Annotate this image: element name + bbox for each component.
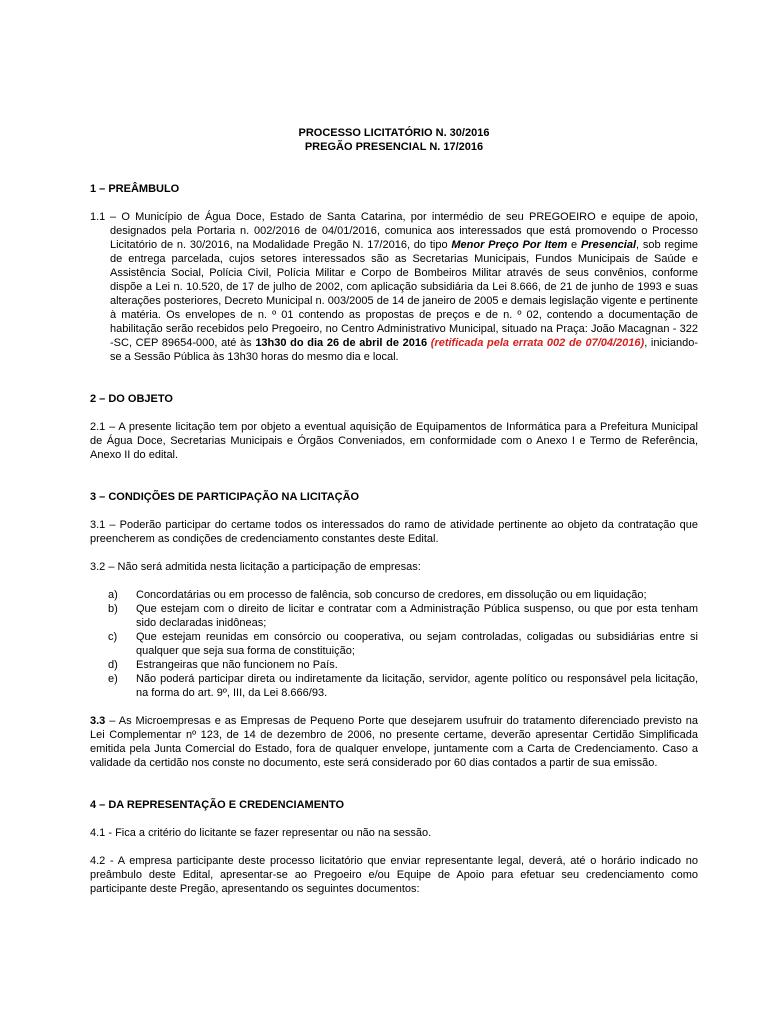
paragraph-2-1: 2.1 – A presente licitação tem por objeto a eventual aquisição de Equipamentos de Informática para a Prefeitura Municipal de Água Doce, Secretarias Municipais e Órgãos Conveniados, em conformidade com o Anexo I e Termo de Referência, Anexo II do edital. [90,421,698,461]
section-3-heading: 3 – CONDIÇÕES DE PARTICIPAÇÃO NA LICITAÇÃO [90,491,360,503]
paragraph-3-1: 3.1 – Poderão participar do certame todos os interessados do ramo de atividade pertinente ao objeto da contratação que preencherem as condições de credenciamento constantes deste Edital. [90,519,698,545]
deadline: 13h30 do dia 26 de abril de 2016 [255,337,428,349]
list-item: d) Estrangeiras que não funcionem no País. [108,659,338,671]
errata-note: (retificada pela errata 002 de 07/04/2016) [430,337,645,349]
paragraph-4-2: 4.2 - A empresa participante deste processo licitatório que enviar representante legal, deverá, até o horário indicado no preâmbulo deste Edital, apresentar-se ao Pregoeiro e/ou Equipe de Apoio para efetuar seu credenciamento como participante deste Pregão, apresentando os seguintes documentos: [90,855,698,895]
list-item: b) Que estejam com o direito de licitar e contratar com a Administração Pública suspenso, ou que por esta tenham sido declaradas inidôneas; [108,603,698,629]
paragraph-3-2: 3.2 – Não será admitida nesta licitação a participação de empresas: [90,561,421,573]
list-item: c) Que estejam reunidas em consórcio ou cooperativa, ou sejam controladas, coligadas ou subsidiárias entre si qualquer que seja sua forma de constituição; [108,631,698,657]
title-line-2: PREGÃO PRESENCIAL N. 17/2016 [304,141,484,153]
section-1-heading: 1 – PREÂMBULO [90,183,180,195]
section-2-heading: 2 – DO OBJETO [90,393,173,405]
section-4-heading: 4 – DA REPRESENTAÇÃO E CREDENCIAMENTO [90,799,345,811]
paragraph-3-3: 3.3 – As Microempresas e as Empresas de Pequeno Porte que desejarem usufruir do tratamento diferenciado previsto na Lei Complementar nº 123, de 14 de dezembro de 2006, no presente certame, deverão apresentar Certidão Simplificada emitida pela Junta Comercial do Estado, fora de qualquer envelope, juntamente com a Carta de Credenciamento. Caso a validade da certidão nos conste no documento, este será considerado por 60 dias contados a partir de sua emissão. [90,715,698,769]
list-item: a) Concordatárias ou em processo de falência, sob concurso de credores, em dissolução ou em liquidação; [108,589,647,601]
paragraph-number: 1.1 [90,211,106,223]
exclusion-list [90,588,698,700]
document-title [90,126,698,154]
title-line-1: PROCESSO LICITATÓRIO N. 30/2016 [298,127,490,139]
paragraph-1-1: 1.1 – O Município de Água Doce, Estado de Santa Catarina, por intermédio de seu PREGOEIRO e equipe de apoio, designados pela Portaria n. 002/2016 de 04/01/2016, comunica aos interessados que está promovendo o Processo Licitatório de n. 30/2016, na Modalidade Pregão N. 17/2016, do tipo Menor Preço Por Item e Presencial, sob regime de entrega parcelada, cujos setores interessados são as Secretarias Municipais, Fundos Municipais de Saúde e Assistência Social, Polícia Civil, Polícia Militar e Corpo de Bombeiros Militar através de seus convênios, conforme dispõe a Lei n. 10.520, de 17 de julho de 2002, com aplicação subsidiária da Lei 8.666, de 21 de junho de 1993 e suas alterações posteriores, Decreto Municipal n. 003/2005 de 14 de janeiro de 2005 e demais legislação vigente e pertinente à matéria. Os envelopes de n. º 01 contendo as propostas de preços e de n. º 02, contendo a documentação de habilitação serão recebidos pelo Pregoeiro, no Centro Administrativo Municipal, situado na Praça: João Macagnan - 322 -SC, CEP 89654-000, até às 13h30 do dia 26 de abril de 2016 (retificada pela errata 002 de 07/04/2016), iniciando-se a Sessão Pública às 13h30 horas do mesmo dia e local. [90,211,699,363]
bid-type: Menor Preço Por Item [451,239,568,251]
paragraph-4-1: 4.1 - Fica a critério do licitante se fazer representar ou não na sessão. [90,827,432,839]
list-item: e) Não poderá participar direta ou indiretamente da licitação, servidor, agente político ou responsável pela licitação, na forma do art. 9º, III, da Lei 8.666/93. [108,673,698,699]
modality: Presencial [580,239,637,251]
